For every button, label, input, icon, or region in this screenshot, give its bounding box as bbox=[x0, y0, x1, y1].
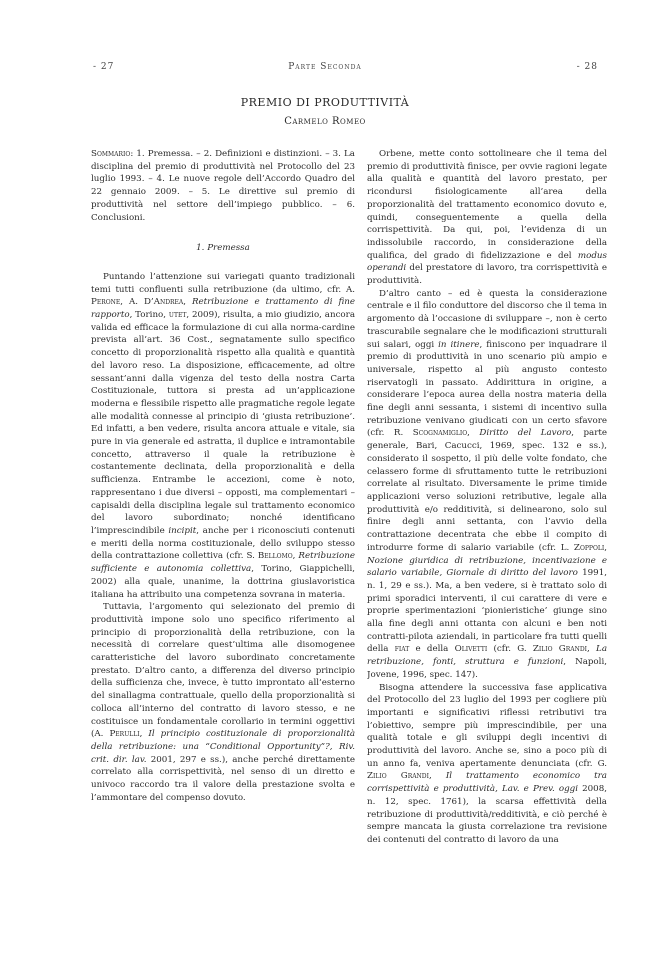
page-number-right: - 28 bbox=[576, 62, 598, 72]
work-title: La retribuzione, fonti, struttura e funzioni bbox=[367, 644, 607, 668]
work-title: Retribuzione sufficiente e autonomia collettiva bbox=[91, 551, 355, 575]
company-name: fiat bbox=[394, 644, 410, 655]
body-paragraph-5: Bisogna attendere la successiva fase applicativa del Protocollo del 23 luglio del 1993 per cogliere più importanti e significativi riflessi retributivi tra l’obiettivo, sempre più imprescindibile, per una qualità totale e gli sviluppi degli incentivi di produttività del lavoro. Anche se, sino a poco più di un anno fa, veniva apertamente denunciata (cfr. G. Zilio Grandi, Il trattamento economico tra corrispettività e produttività, Lav. e Prev. oggi 2008, n. 12, spec. 1761), la scarsa effettività della retribuzione di produttività/redditività, e ciò perché è sempre mancata la giusta correlazione tra revisione dei contenuti del contratto di lavoro da una bbox=[367, 682, 607, 845]
author-citation: R. Scognamiglio bbox=[393, 428, 468, 439]
work-title: Il trattamento economico tra corrispettività e produttività, Lav. e Prev. oggi bbox=[367, 771, 607, 795]
latin-term: incipit bbox=[168, 525, 197, 536]
right-column bbox=[367, 148, 607, 938]
company-name: Olivetti bbox=[454, 644, 488, 655]
summary-text: : 1. Premessa. – 2. Definizioni e distinzioni. – 3. La disciplina del premio di produttività nel Protocollo del 23 luglio 1993. – 4. Le nuove regole dell’Accordo Quadro del 22 gennaio 2009. – 5. Le direttive sul premio di produttività nel settore dell’impiego pubblico. – 6. Conclusioni. bbox=[91, 149, 355, 223]
author-citation: G. Zilio Grandi bbox=[367, 758, 607, 782]
body-paragraph-2: Tuttavia, l’argomento qui selezionato del premio di produttività impone solo uno specifico riferimento al principio di proporzionalità della retribuzione, con la necessità di correlare quest’ultima alle disomogenee caratteristiche del lavoro subordinato concretamente prestato. D’altro canto, a differenza del diverso principio della sufficienza che, invece, è tutto improntato all’esterno del sinallagma contrattuale, quello della proporzionalità si colloca all’interno del contratto di lavoro stesso, e ne costituisce un fondamentale corollario in termini oggettivi (A. Perulli, Il principio costituzionale di proporzionalità della retribuzione: una “Conditional Opportunity”?, Riv. crit. dir. lav. 2001, 297 e ss.), anche perché direttamente correlato alla corrispettività, nel senso di un diretto e univoco raccordo tra il valore della prestazione svolta e l’ammontare del compenso dovuto. bbox=[91, 602, 355, 803]
page-number-left: - 27 bbox=[93, 62, 115, 72]
summary-label: Sommario bbox=[91, 149, 131, 159]
section-heading: 1. Premessa bbox=[196, 243, 250, 254]
author-citation: A. Perone, A. D’Andrea bbox=[91, 284, 355, 308]
article-title: PREMIO DI PRODUTTIVITÀ bbox=[240, 96, 410, 109]
author-citation: L. Zoppoli bbox=[560, 542, 605, 553]
running-head-title: Parte Seconda bbox=[288, 62, 362, 72]
work-title: Il principio costituzionale di proporzionalità della retribuzione: una “Conditional Opportunity”?, Riv. crit. dir. lav. bbox=[91, 729, 355, 765]
author-citation: S. Bellomo bbox=[246, 551, 293, 562]
left-column bbox=[91, 148, 355, 938]
body-paragraph-1: Puntando l’attenzione sui variegati quanto tradizionali temi tutti confluenti sulla retribuzione (da ultimo, cfr. A. Perone, A. D’Andrea, Retribuzione e trattamento di fine rapporto, Torino, utet, 2009), risulta, a mio giudizio, ancora valida ed efficace la formulazione di cui alla norma-cardine prevista all’art. 36 Cost., segnatamente sullo specifico concetto di proporzionalità rispetto alla qualità e quantità del lavoro reso. La disposizione, efficacemente, ad oltre sessant’anni dalla vigenza del testo della nostra Carta Costituzionale, tuttora si presta ad un’applicazione moderna e flessibile rispetto alle pragmatiche regole legate alle modalità connesse al principio di ‘giusta retribuzione’. Ed infatti, a ben vedere, risulta ancora attuale e vitale, sia pure in via generale ed astratta, il duplice e intramontabile concetto, attraverso il quale la retribuzione è costantemente declinata, della proporzionalità e della sufficienza. Entrambe le accezioni, come è noto, rappresentano i due diversi – opposti, ma complementari – capisaldi della disciplina legale sul trattamento economico del lavoro subordinato; nonché identificano l’imprescindibile incipit, anche per i riconosciuti contenuti e meriti della norma costituzionale, dello sviluppo stesso della contrattazione collettiva (cfr. S. Bellomo, Retribuzione sufficiente e autonomia collettiva, Torino, Giappichelli, 2002) alla quale, unanime, la dottrina giuslavoristica italiana ha attribuito una competenza sovrana in materia. bbox=[91, 271, 355, 600]
article-author: Carmelo Romeo bbox=[284, 116, 366, 127]
author-citation: A. Perulli bbox=[94, 729, 140, 740]
body-paragraph-4: D’altro canto – ed è questa la considerazione centrale e il filo conduttore del discorso che il tema in argomento dà l’occasione di sviluppare –, non è certo trascurabile segnalare che le modificazioni strutturali sui salari, oggi in itinere, finiscono per inquadrare il premio di produttività in uno scenario più ampio e universale, rispetto al più angusto contesto riservatogli in passato. Addirittura in origine, a considerare l’epoca aurea della nostra materia della fine degli anni sessanta, i sistemi di incentivo sulla retribuzione venivano giudicati con un certo sfavore (cfr. R. Scognamiglio, Diritto del Lavoro, parte generale, Bari, Cacucci, 1969, spec. 132 e ss.), considerato il sospetto, il più delle volte fondato, che celassero forme di sfruttamento tutte le retribuzioni correlate al risultato. Diversamente le prime timide applicazioni verso soluzioni retributive, legale alla produttività e/o redditività, si delinearono, solo sul finire degli anni settanta, con l’avvio della contrattazione decentrata che ebbe il compito di introdurre forme di salario variabile (cfr. L. Zoppoli, Nozione giuridica di retribuzione, incentivazione e salario variabile, Giornale di diritto del lavoro 1991, n. 1, 29 e ss.). Ma, a ben vedere, si è trattato solo di primi sporadici interventi, il cui carattere di vere e proprie sperimentazioni ‘pionieristiche’ giunge sino alla fine degli anni ottanta con alcuni e ben noti contratti-pilota aziendali, in particolare fra tutti quelli della fiat e della Olivetti (cfr. G. Zilio Grandi, La retribuzione, fonti, struttura e funzioni, Napoli, Jovene, 1996, spec. 147). bbox=[367, 288, 607, 680]
work-title: Retribuzione e trattamento di fine rapporto bbox=[91, 297, 355, 321]
work-title: Diritto del Lavoro bbox=[479, 428, 572, 439]
summary-paragraph bbox=[91, 148, 355, 224]
latin-term: in itinere bbox=[438, 339, 480, 350]
body-paragraph-3: Orbene, mette conto sottolineare che il tema del premio di produttività finisce, per ovvie ragioni legate alla qualità e quantità del lavoro prestato, per ricondursi fisiologicamente all’area della proporzionalità del trattamento economico dovuto e, quindi, conseguentemente a quella della corrispettività. Da qui, poi, l’evidenza di un indissolubile raccordo, in considerazione della qualifica, del grado di fidelizzazione e del modus operandi del prestatore di lavoro, tra corrispettività e produttività. bbox=[367, 149, 607, 287]
publisher-name: utet bbox=[168, 310, 187, 321]
running-header bbox=[0, 62, 650, 78]
latin-term: modus operandi bbox=[367, 250, 607, 274]
work-title: Nozione giuridica di retribuzione, incentivazione e salario variabile, Giornale di diritto del lavoro bbox=[367, 555, 607, 579]
author-citation: G. Zilio Grandi bbox=[517, 644, 588, 655]
